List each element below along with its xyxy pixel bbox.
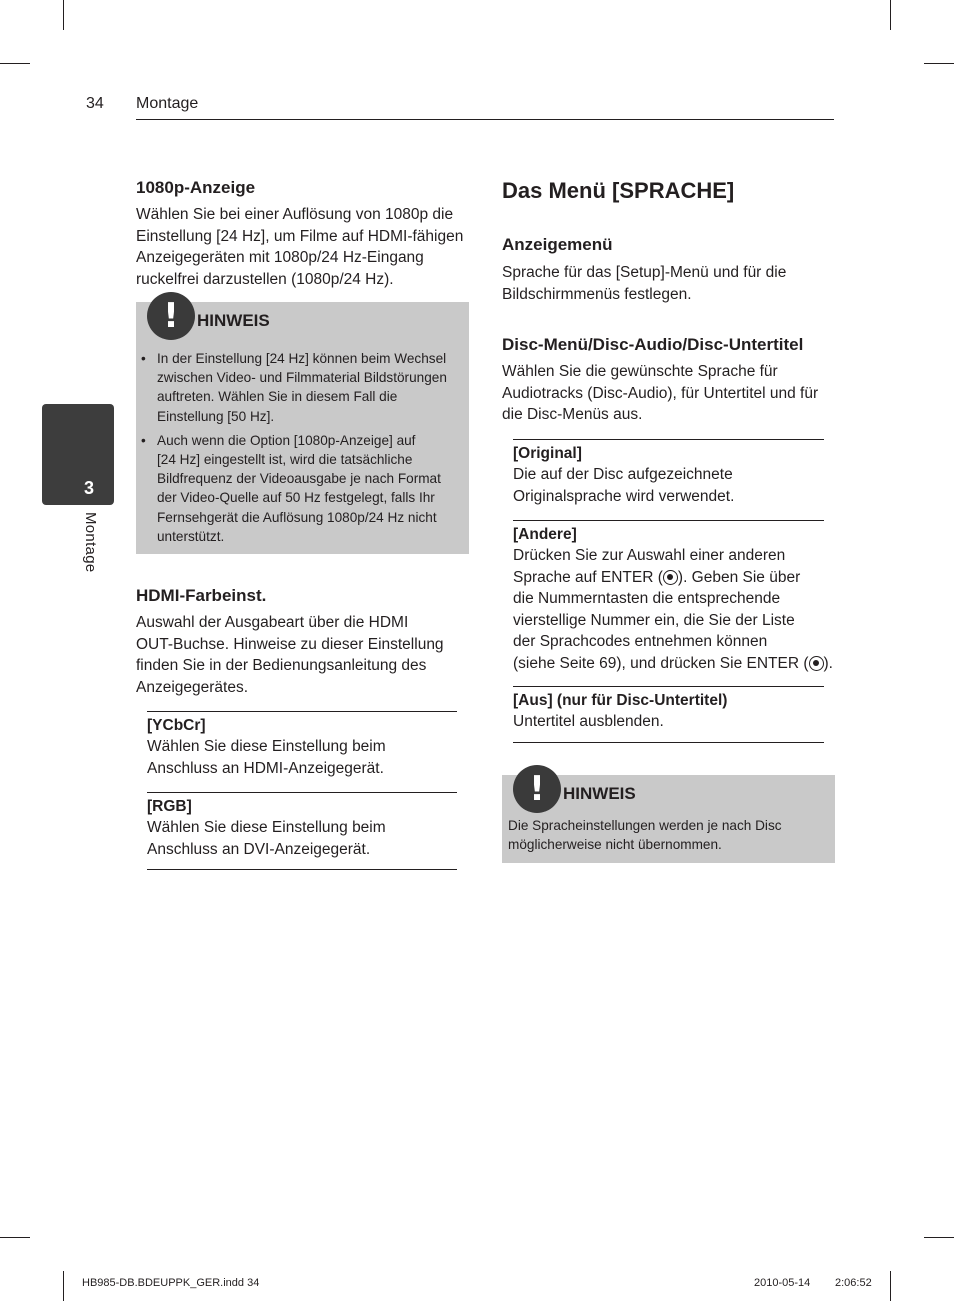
exclamation-icon: ! (147, 292, 195, 340)
option-rgb (147, 796, 457, 860)
text-line (513, 567, 843, 589)
exclamation-icon: ! (513, 765, 561, 813)
text-line: unterstützt. (157, 528, 225, 544)
text-line: Audiotracks (Disc-Audio), für Untertitel und für (502, 384, 819, 402)
option-label: [YCbCr] (147, 717, 206, 734)
text-line: [24 Hz] eingestellt ist, wird die tatsächliche (157, 452, 413, 468)
text-line: zwischen Video- und Filmmaterial Bildstörungen (157, 370, 447, 386)
text-fragment: Sprache auf ENTER ( (513, 568, 663, 586)
option-rule (147, 792, 457, 793)
text-line: Auswahl der Ausgabeart über die HDMI (136, 614, 409, 631)
text-fragment: ). Geben Sie über (677, 568, 801, 586)
text-line: Drücken Sie zur Auswahl einer anderen (513, 547, 786, 564)
footer-filename: HB985-DB.BDEUPPK_GER.indd 34 (82, 1277, 260, 1289)
footer-date: 2010-05-14 (754, 1277, 811, 1289)
text-line: Bildschirmmenüs festlegen. (502, 285, 692, 303)
text-line: ruckelfrei darzustellen (1080p/24 Hz). (136, 270, 394, 288)
text-line: möglicherweise nicht übernommen. (508, 837, 722, 853)
text-line: • In der Einstellung [24 Hz] können beim Wechsel (157, 351, 447, 366)
note-box (136, 296, 469, 554)
text-line: OUT-Buchse. Hinweise zu dieser Einstellung (136, 635, 444, 653)
section-body-anzeigemenu (502, 262, 842, 305)
option-label: [RGB] (147, 798, 192, 815)
text-line: Anzeigegerätes. (136, 678, 249, 696)
option-rule (513, 686, 824, 687)
section-body-hdmi (136, 612, 476, 698)
crop-mark (890, 0, 891, 30)
option-rule (147, 869, 457, 870)
text-line: Die Spracheinstellungen werden je nach Disc (508, 818, 782, 833)
note-title: HINWEIS (563, 784, 636, 803)
text-line: Sprache für das [Setup]-Menü und für die (502, 264, 787, 281)
text-line: Fernsehgerät die Auflösung 1080p/24 Hz nicht (157, 509, 437, 525)
crop-mark (890, 1271, 891, 1301)
text-fragment: ). (823, 654, 833, 672)
text-line: Bildfrequenz der Videoausgabe je nach Format (157, 471, 441, 487)
section-heading-anzeigemenu: Anzeigemenü (502, 235, 613, 254)
section-body-disc (502, 361, 842, 426)
list-item (136, 431, 469, 546)
text-line: die Nummerntasten die entsprechende (513, 590, 781, 607)
option-ycbcr (147, 715, 457, 779)
note-list (136, 349, 469, 551)
page-title: Das Menü [SPRACHE] (502, 178, 735, 203)
text-line: Einstellung [24 Hz], um Filme auf HDMI-fähigen (136, 227, 464, 245)
text-line: Anschluss an HDMI-Anzeigegerät. (147, 759, 384, 777)
crop-mark (0, 63, 30, 64)
note-title: HINWEIS (197, 311, 270, 330)
option-rule (513, 742, 824, 743)
enter-button-icon (663, 570, 678, 585)
enter-button-icon (809, 656, 824, 671)
text-line: Originalsprache wird verwendet. (513, 487, 735, 505)
option-aus (513, 690, 833, 733)
text-line: Anzeigegeräten mit 1080p/24 Hz-Eingang (136, 249, 424, 266)
chapter-label: Montage (82, 512, 99, 573)
option-original (513, 443, 833, 507)
text-fragment: (siehe Seite 69), und drücken Sie ENTER ( (513, 654, 809, 672)
page-number: 34 (86, 95, 104, 112)
option-label: [Aus] (nur für Disc-Untertitel) (513, 692, 728, 709)
option-label: [Andere] (513, 526, 577, 543)
text-line: die Disc-Menüs aus. (502, 406, 643, 423)
option-rule (513, 520, 824, 521)
option-andere (513, 524, 843, 674)
option-rule (147, 711, 457, 712)
crop-mark (924, 63, 954, 64)
option-rule (513, 439, 824, 440)
text-line: Anschluss an DVI-Anzeigegerät. (147, 840, 371, 858)
text-line: Wählen Sie diese Einstellung beim (147, 738, 386, 755)
text-line: Wählen Sie bei einer Auflösung von 1080p die (136, 206, 454, 223)
option-label: [Original] (513, 445, 582, 462)
crop-mark (0, 1237, 30, 1238)
text-line: vierstellige Nummer ein, die Sie der Liste (513, 611, 795, 629)
crop-mark (63, 1271, 64, 1301)
text-line (513, 653, 843, 675)
running-header: Montage (136, 95, 199, 112)
section-heading-disc: Disc-Menü/Disc-Audio/Disc-Untertitel (502, 335, 804, 354)
text-line: Die auf der Disc aufgezeichnete (513, 466, 733, 483)
text-line: der Video-Quelle auf 50 Hz festgelegt, falls Ihr (157, 490, 435, 506)
list-item (136, 349, 469, 426)
section-heading-hdmi: HDMI-Farbeinst. (136, 586, 267, 605)
note-text (508, 816, 782, 854)
text-line: • Auch wenn die Option [1080p-Anzeige] auf (157, 432, 416, 448)
text-line: Einstellung [50 Hz]. (157, 408, 275, 424)
text-line: auftreten. Wählen Sie in diesem Fall die (157, 389, 398, 405)
note-box (502, 769, 835, 863)
crop-mark (924, 1237, 954, 1238)
header-rule (136, 119, 834, 120)
text-line: Wählen Sie die gewünschte Sprache für (502, 363, 778, 380)
chapter-tab (42, 404, 114, 505)
section-body-1080p (136, 204, 476, 290)
section-heading-1080p: 1080p-Anzeige (136, 178, 256, 197)
text-line: Untertitel ausblenden. (513, 713, 664, 730)
text-line: Wählen Sie diese Einstellung beim (147, 819, 386, 836)
crop-mark (63, 0, 64, 30)
text-line: der Sprachcodes entnehmen können (513, 633, 768, 650)
footer-time: 2:06:52 (835, 1277, 872, 1289)
chapter-number: 3 (84, 478, 95, 498)
text-line: finden Sie in der Bedienungsanleitung des (136, 657, 427, 674)
